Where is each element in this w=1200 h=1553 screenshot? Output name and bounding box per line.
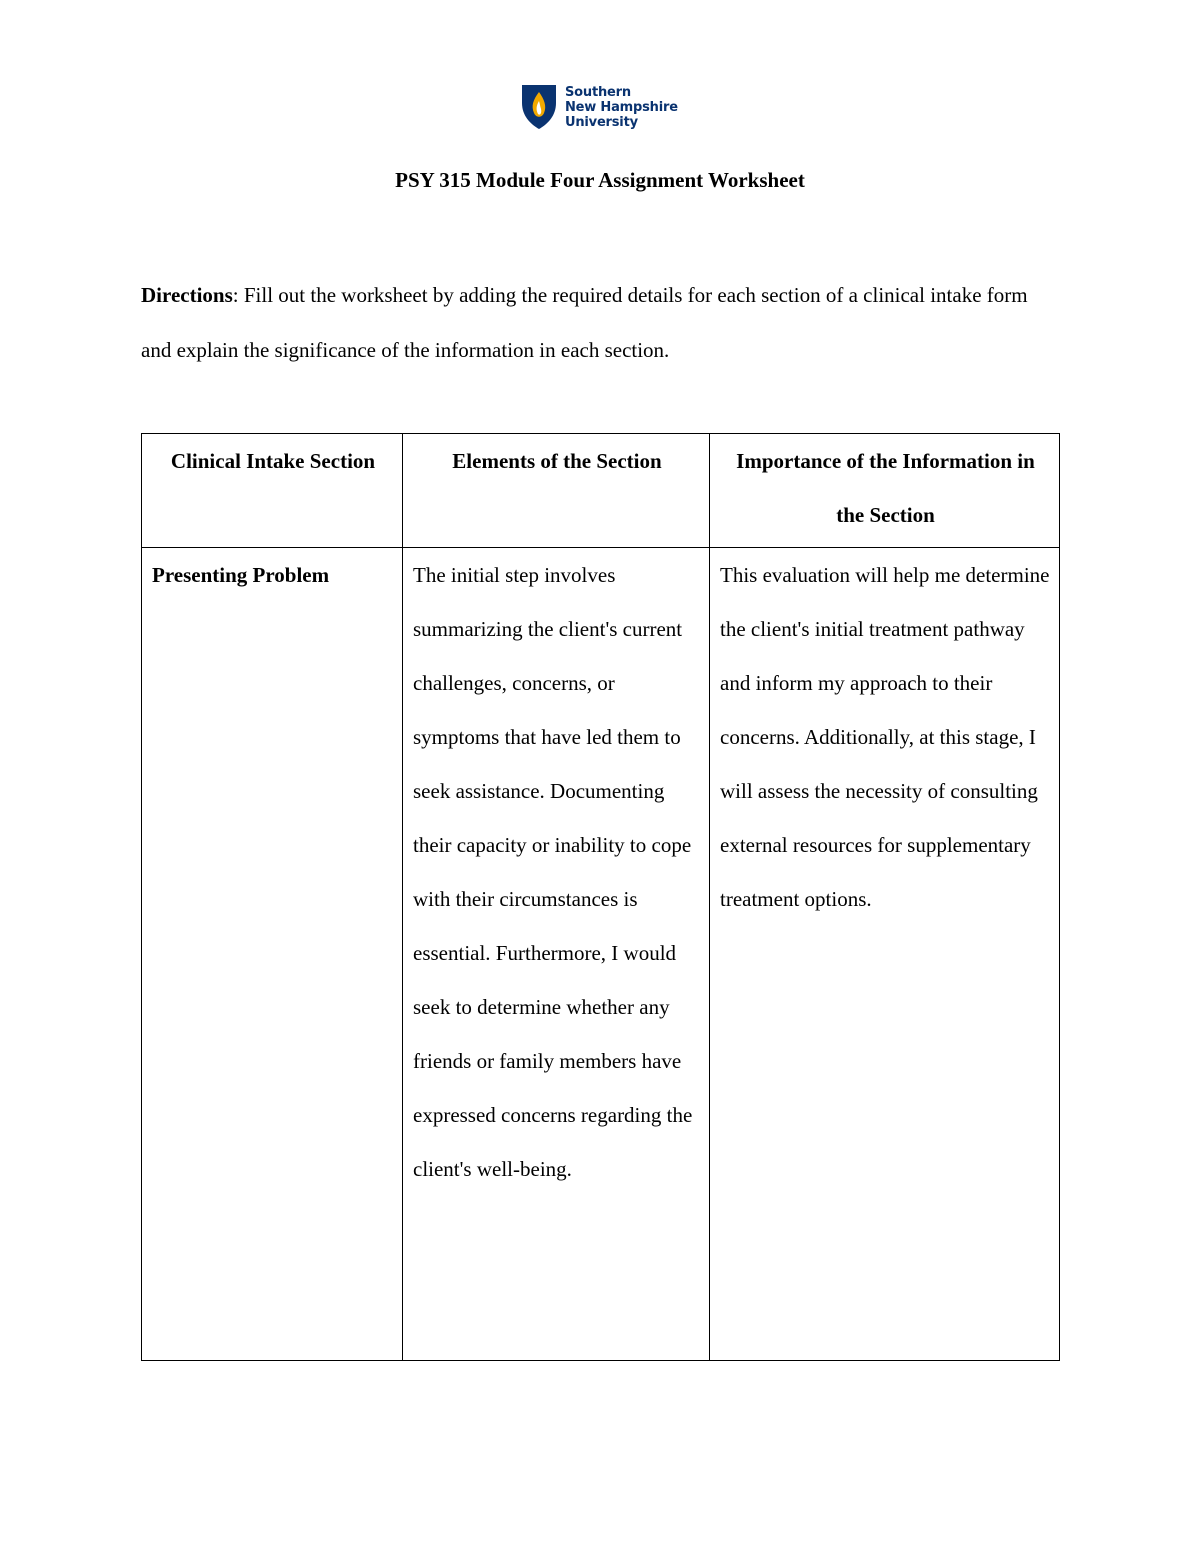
logo-line: Southern bbox=[565, 84, 631, 100]
logo-wordmark bbox=[565, 85, 678, 130]
section-name: Presenting Problem bbox=[152, 563, 330, 587]
section-name-cell bbox=[142, 548, 403, 1361]
elements-text: The initial step involves summarizing the client's current challenges, concerns, or symptoms that have led them to seek assistance. Documenting their capacity or inability to cope with their circumstances is essential. Furthermore, I would seek to determine whether any friends or family members have expressed concerns regarding the client's well-being. bbox=[413, 563, 693, 1181]
clinical-intake-table bbox=[141, 433, 1060, 1361]
directions-text: : Fill out the worksheet by adding the required details for each section of a clinical intake form and explain the significance of the information in each section. bbox=[141, 283, 1028, 362]
table-header-row bbox=[142, 434, 1060, 548]
document-title: PSY 315 Module Four Assignment Worksheet bbox=[395, 168, 805, 192]
directions-label: Directions bbox=[141, 283, 233, 307]
importance-text: This evaluation will help me determine the client's initial treatment pathway and inform my approach to their concerns. Additionally, at this stage, I will assess the necessity of consulting external resources for supplementary treatment options. bbox=[720, 563, 1050, 911]
directions-paragraph bbox=[141, 268, 1041, 377]
header-clinical-intake-section: Clinical Intake Section bbox=[142, 434, 403, 548]
header-importance-of-information: Importance of the Information in the Section bbox=[710, 434, 1060, 548]
logo-line: University bbox=[565, 114, 638, 130]
elements-cell bbox=[403, 548, 710, 1361]
logo-line: New Hampshire bbox=[565, 99, 678, 115]
table-row bbox=[142, 548, 1060, 1361]
shield-flame-icon bbox=[520, 83, 558, 131]
snhu-logo bbox=[520, 83, 678, 131]
importance-cell bbox=[710, 548, 1060, 1361]
header-elements-of-section: Elements of the Section bbox=[403, 434, 710, 548]
